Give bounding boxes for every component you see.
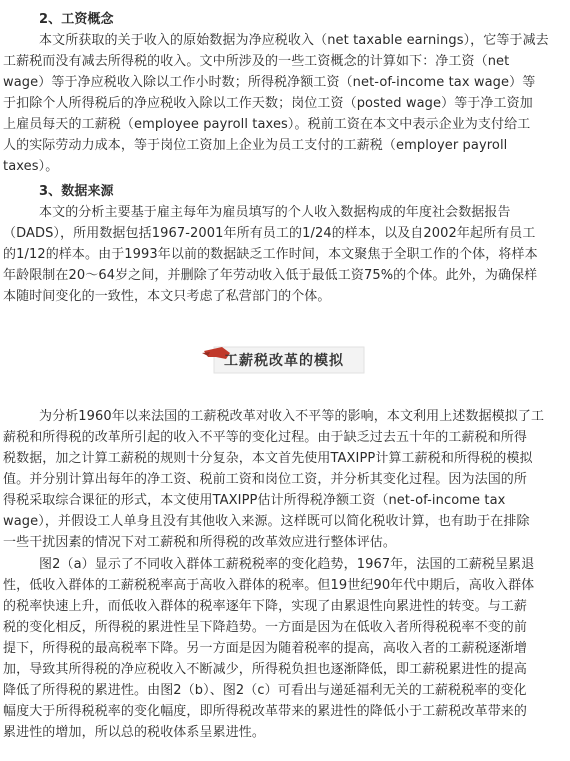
paragraph-line: taxes）。 xyxy=(3,159,59,174)
paragraph-line: 为分析1960年以来法国的工薪税改革对收入不平等的影响，本文利用上述数据模拟了工 xyxy=(39,409,545,424)
banner-title: 工薪税改革的模拟 xyxy=(224,353,344,369)
paragraph-line: wage），并假设工人单身且没有其他收入来源。这样既可以简化税收计算，也有助于在排除 xyxy=(3,514,530,529)
paragraph-line: 税数据，加之计算工薪税的规则十分复杂，本文首先使用TAXIPP计算工薪税和所得税的模拟 xyxy=(3,451,533,466)
paragraph-line: 人的实际劳动力成本，等于岗位工资加上企业为员工支付的工薪税（employer payroll xyxy=(3,138,508,153)
paragraph-line: 工薪税而没有减去所得税的收入。文中所涉及的一些工资概念的计算如下：净工资（net xyxy=(3,54,510,69)
paragraph-line: 性，低收入群体的工薪税税率高于高收入群体的税率。但19世纪90年代中期后，高收入群体 xyxy=(3,578,535,593)
paragraph-line: 一些干扰因素的情况下对工薪税和所得税的改革效应进行整体评估。 xyxy=(3,535,397,550)
paragraph-line: 年龄限制在20～64岁之间，并删除了年劳动收入低于最低工资75%的个体。此外，为确保样 xyxy=(3,268,538,283)
paragraph-line: （DADS），所用数据包括1967-2001年所有员工的1/24的样本，以及自2002年起所有员工 xyxy=(3,226,536,241)
paragraph-line: 的税率快速上升，而低收入群体的税率逐年下降，实现了由累退性向累进性的转变。与工薪 xyxy=(3,599,528,614)
paragraph-line: 上雇员每天的工薪税（employee payroll taxes）。税前工资在本文中表示企业为支付给工 xyxy=(3,117,531,132)
section-heading-wage-concept: 2、工资概念 xyxy=(39,12,114,27)
paragraph-line: 本文的分析主要基于雇主每年为雇员填写的个人收入数据构成的年度社会数据报告 xyxy=(39,205,511,220)
paragraph-line: 值。并分别计算出每年的净工资、税前工资和岗位工资，并分析其变化过程。因为法国的所 xyxy=(3,472,528,487)
paragraph-line: 得税采取综合课征的形式，本文使用TAXIPP估计所得税净额工资（net-of-income tax xyxy=(3,493,506,508)
section-banner xyxy=(200,343,368,377)
paragraph-line: 本文所获取的关于收入的原始数据为净应税收入（net taxable earnings），它等于减去 xyxy=(39,33,549,48)
paragraph-line: wage）等于净应税收入除以工作小时数；所得税净额工资（net-of-income tax wage）等 xyxy=(3,75,536,90)
paragraph-line: 税的变化相反，所得税的累进性呈下降趋势。一方面是因为在低收入者所得税税率不变的前 xyxy=(3,620,528,635)
paragraph-line: 幅度大于所得税税率的变化幅度，即所得税改革带来的累进性的降低小于工薪税改革带来的 xyxy=(3,704,528,719)
paragraph-line: 图2（a）显示了不同收入群体工薪税税率的变化趋势，1967年，法国的工薪税呈累退 xyxy=(39,557,535,572)
paragraph-line: 提下，所得税的最高税率下降。另一方面是因为随着税率的提高，高收入者的工薪税逐渐增 xyxy=(3,641,528,656)
paragraph-line: 于扣除个人所得税后的净应税收入除以工作天数；岗位工资（posted wage）等于净工资加 xyxy=(3,96,533,111)
section-heading-data-source: 3、数据来源 xyxy=(39,184,114,199)
paragraph-line: 累进性的增加，所以总的税收体系呈累进性。 xyxy=(3,725,266,740)
paragraph-line: 薪税和所得税的改革所引起的收入不平等的变化过程。由于缺乏过去五十年的工薪税和所得 xyxy=(3,430,528,445)
paragraph-line: 加，导致其所得税的净应税收入不断减少，所得税负担也逐渐降低，即工薪税累进性的提高 xyxy=(3,662,528,677)
paragraph-line: 降低了所得税的累进性。由图2（b）、图2（c）可看出与递延福利无关的工薪税税率的变化 xyxy=(3,683,527,698)
paragraph-line: 本随时间变化的一致性，本文只考虑了私营部门的个体。 xyxy=(3,289,331,304)
paragraph-line: 的1/12的样本。由于1993年以前的数据缺乏工作时间，本文聚焦于全职工作的个体，将样本 xyxy=(3,247,538,262)
